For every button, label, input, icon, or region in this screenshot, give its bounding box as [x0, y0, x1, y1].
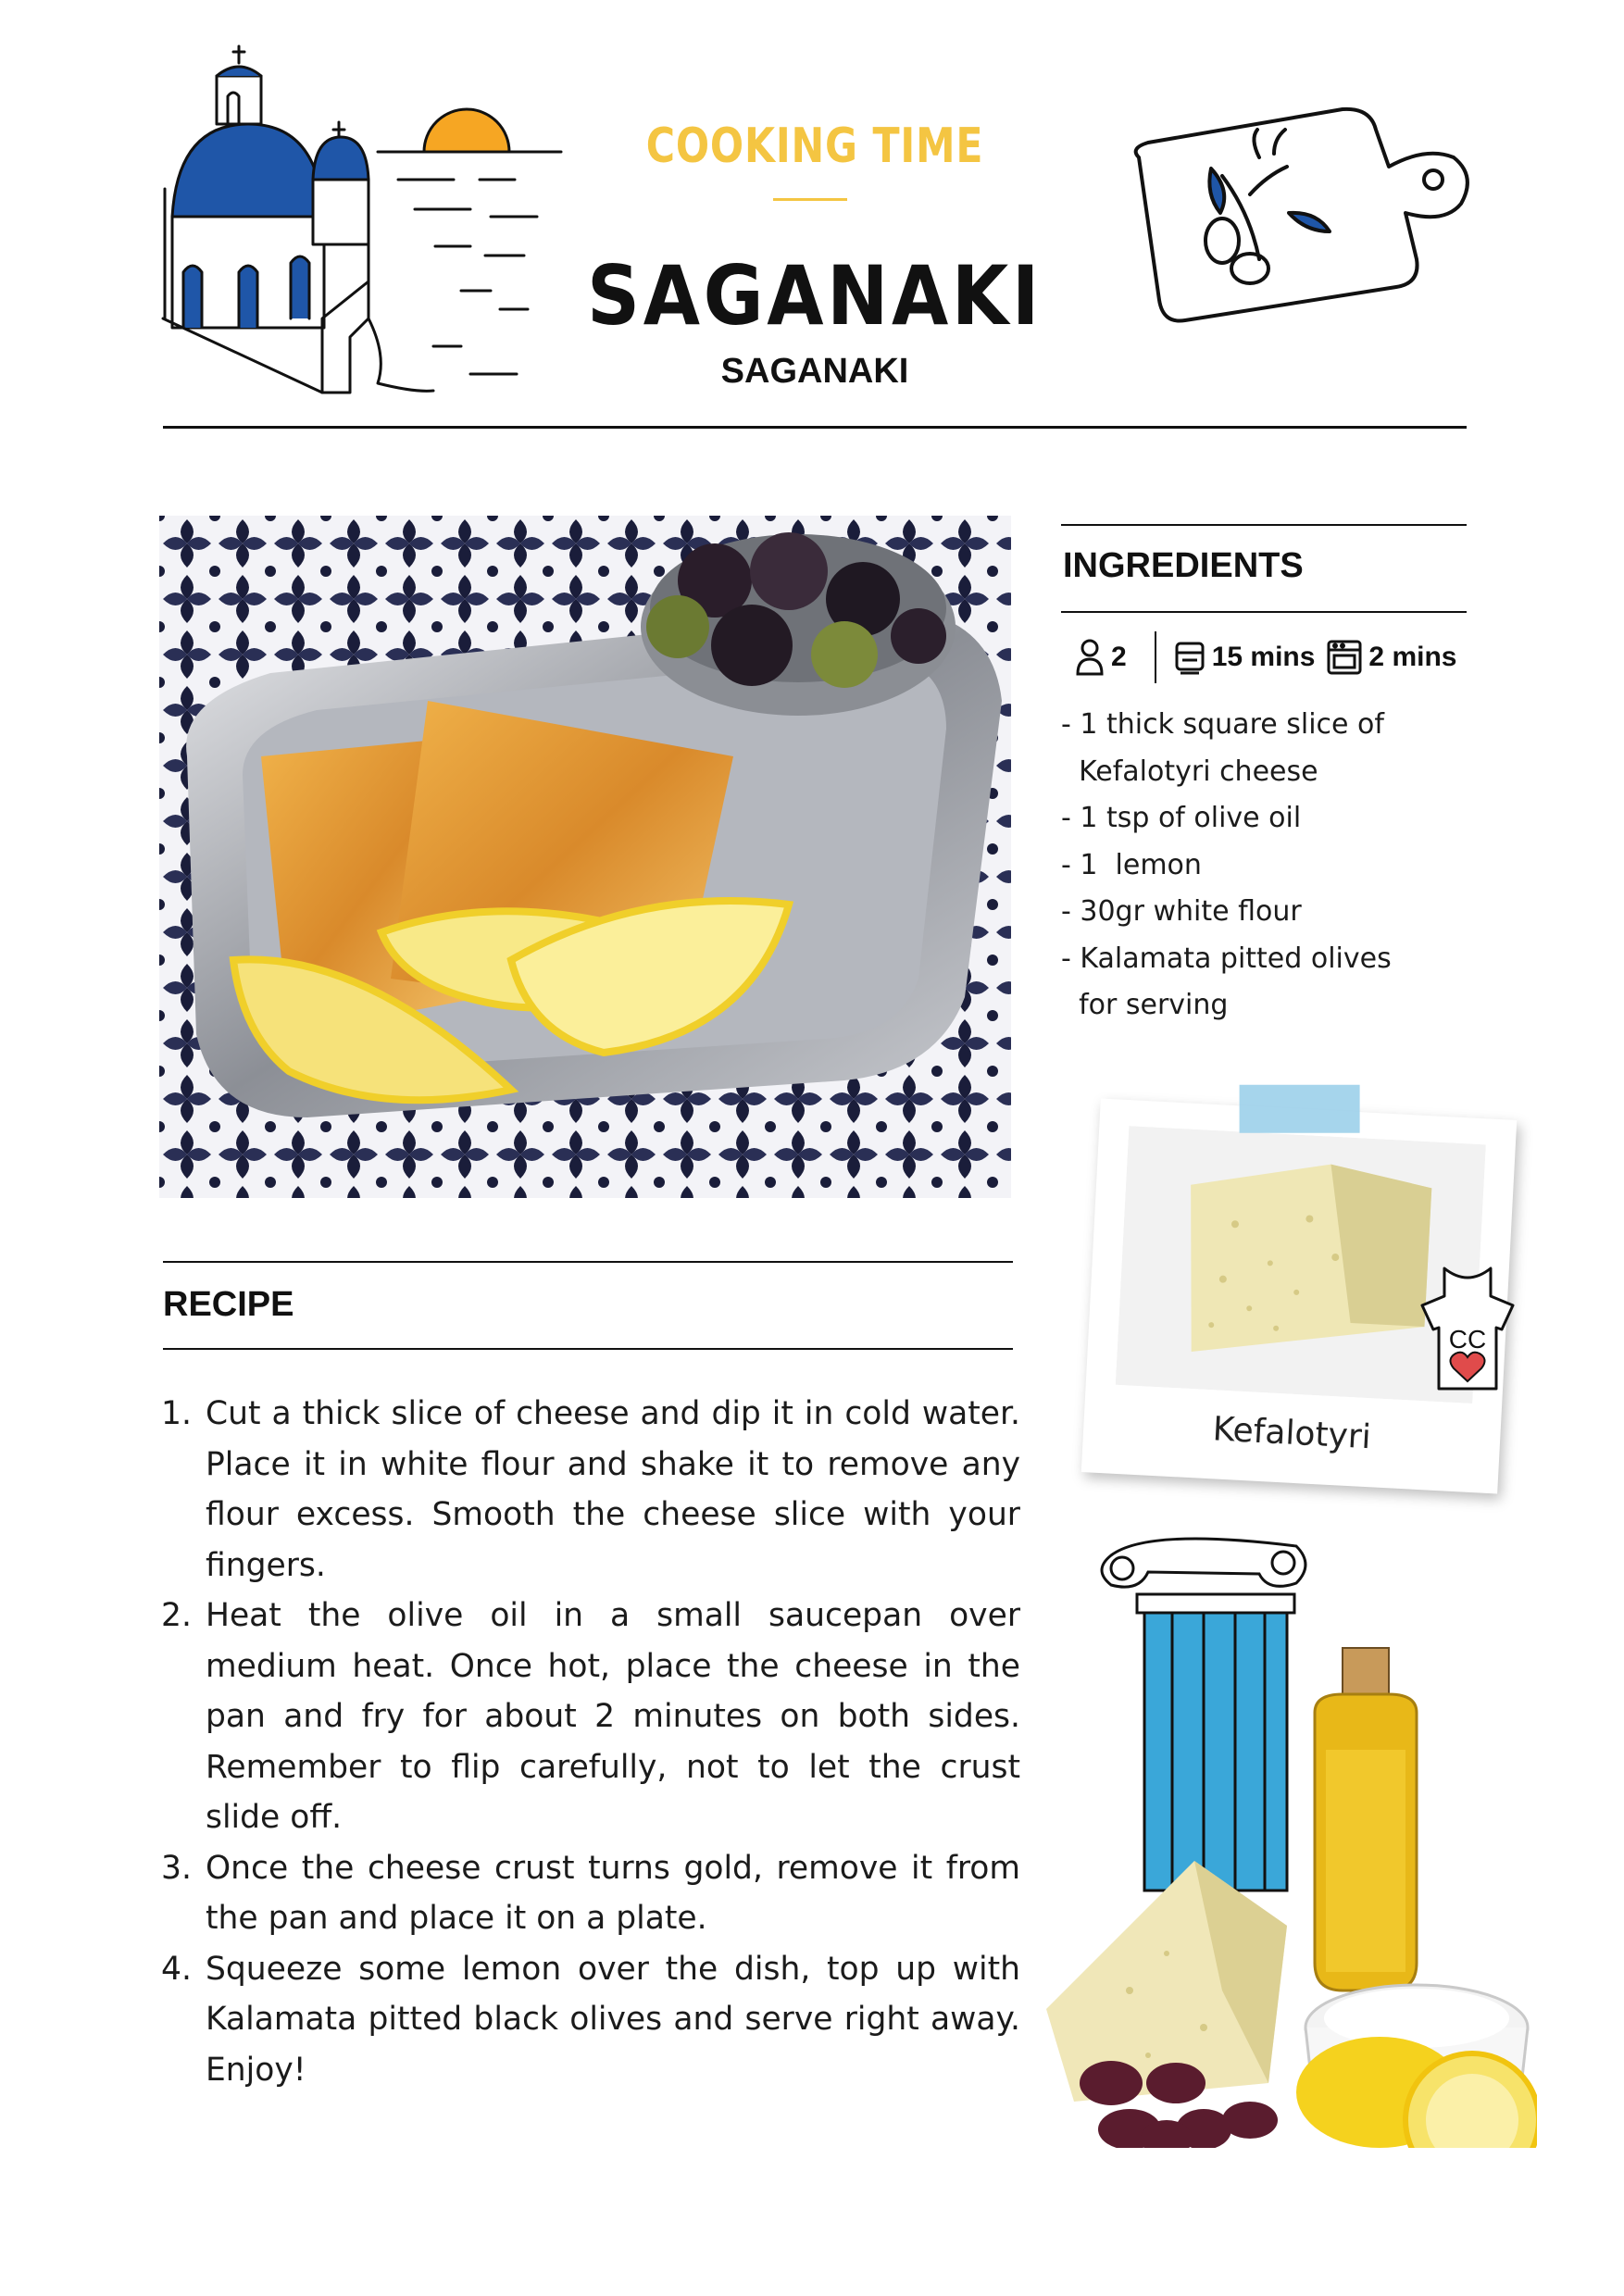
recipe-heading: RECIPE — [163, 1285, 294, 1324]
recipe-subtitle: SAGANAKI — [720, 352, 909, 391]
santorini-illustration — [156, 41, 581, 415]
header-divider — [163, 426, 1467, 429]
kicker-underline — [773, 198, 847, 201]
ingredient-line: for serving — [1061, 989, 1229, 1021]
step-number: 1. — [161, 1395, 192, 1432]
oven-icon — [1326, 639, 1363, 676]
ingredient-line: Kefalotyri cheese — [1061, 755, 1318, 788]
step-number: 2. — [161, 1597, 192, 1634]
ingredients-list — [1061, 702, 1392, 1029]
recipe-bottom-rule — [163, 1348, 1013, 1350]
step-text: Squeeze some lemon over the dish, top up with Kalamata pitted black olives and serve right away. Enjoy! — [206, 1950, 1020, 2089]
recipe-top-rule — [163, 1261, 1013, 1263]
step-text: Heat the olive oil in a small saucepan over medium heat. Once hot, place the cheese in the pan and fry for about 2 minutes on both sides. Remember to flip carefully, not to let the crust slide off. — [206, 1597, 1020, 1836]
recipe-step — [161, 1843, 1020, 1944]
recipe-meta — [1076, 630, 1456, 685]
recipe-step — [161, 1389, 1020, 1591]
ingredients-bottom-rule — [1061, 611, 1467, 613]
ingredient-line: - 1 tsp of olive oil — [1061, 802, 1302, 834]
cutting-board-illustration — [1111, 102, 1472, 333]
tape-strip — [1240, 1085, 1360, 1133]
meta-divider — [1155, 631, 1156, 683]
recipe-step — [161, 1591, 1020, 1843]
step-number: 3. — [161, 1849, 192, 1887]
servings-value: 2 — [1111, 642, 1127, 672]
polaroid-caption: Kefalotyri — [1211, 1410, 1372, 1457]
person-icon — [1076, 639, 1104, 676]
saganaki-dish-photo — [159, 516, 1011, 1198]
ingredients-heading: INGREDIENTS — [1063, 546, 1304, 585]
recipe-step — [161, 1944, 1020, 2096]
apron-badge — [1417, 1259, 1518, 1398]
ingredient-line: - 30gr white flour — [1061, 895, 1302, 928]
ingredient-line: - 1 thick square slice of — [1061, 708, 1384, 741]
prep-time-value: 15 mins — [1211, 642, 1316, 672]
cooking-time-kicker: COOKING TIME — [645, 119, 984, 174]
ingredient-line: - Kalamata pitted olives — [1061, 942, 1392, 975]
step-text: Cut a thick slice of cheese and dip it in cold water. Place it in white flour and shake it to remove any flour excess. Smooth the cheese slice with your fingers. — [206, 1395, 1020, 1584]
ingredient-line: - 1 lemon — [1061, 848, 1202, 881]
ingredients-top-rule — [1061, 524, 1467, 526]
recipe-steps — [161, 1389, 1020, 2095]
step-text: Once the cheese crust turns gold, remove it from the pan and place it on a plate. — [206, 1849, 1020, 1937]
ingredients-collage — [1037, 1528, 1537, 2148]
recipe-title: SAGANAKI — [587, 248, 1043, 343]
step-number: 4. — [161, 1950, 192, 1988]
apron-badge-text: CC — [1448, 1325, 1487, 1354]
cook-time-value: 2 mins — [1368, 642, 1457, 672]
prep-time-icon — [1173, 640, 1206, 675]
